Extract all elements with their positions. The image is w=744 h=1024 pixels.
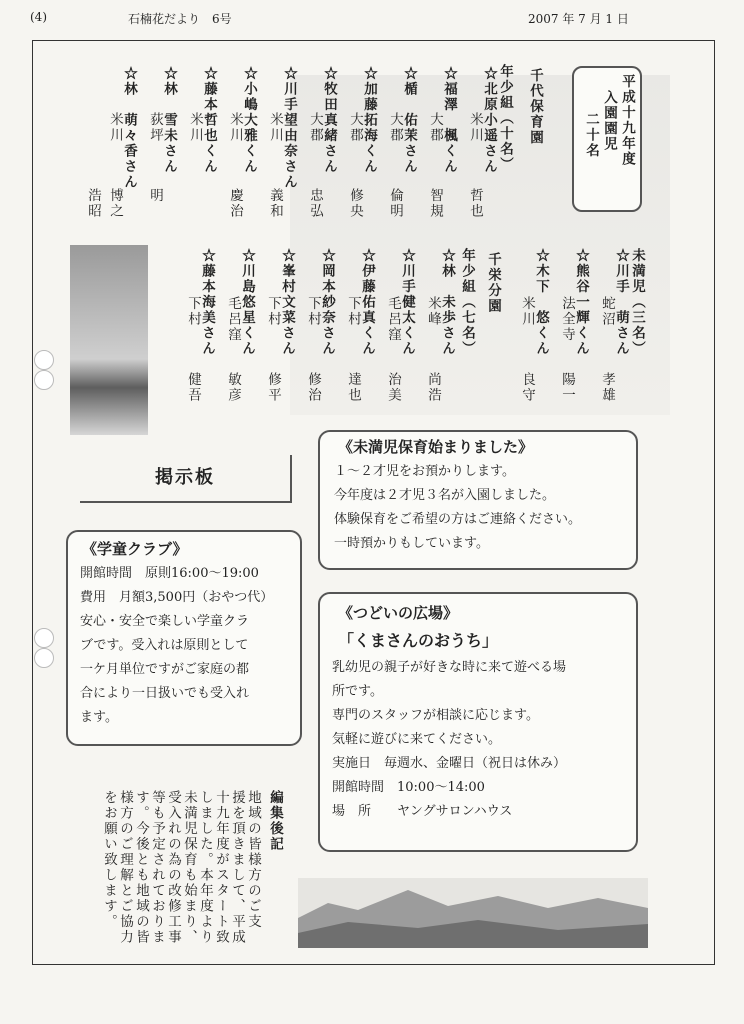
- gakudo-line: 合により一日扱いでも受入れ: [80, 686, 250, 701]
- newsletter-title: 石楠花だより 6号: [128, 12, 232, 26]
- child-place: 下村: [345, 296, 361, 327]
- child-name: ☆林 萌々香さん: [121, 66, 137, 190]
- mimanji-group-heading: 未満児（三名）: [629, 248, 645, 357]
- child-place: 米峰: [425, 296, 441, 327]
- child-place: 米川: [227, 112, 243, 143]
- child-place: 毛呂窪: [385, 296, 401, 343]
- child-guardian: 哲也: [467, 188, 483, 219]
- editor-note: [102, 790, 282, 945]
- editor-note-line: 十九年度がスタート致: [213, 790, 229, 945]
- gakudo-title: 《学童クラブ》: [78, 538, 191, 559]
- editor-note-line: 援を頂きまして、平成: [229, 790, 245, 945]
- child-guardian: 修央: [347, 188, 363, 219]
- enrollment-line-2: 入園園児: [601, 89, 617, 152]
- gakudo-line: ブです。受入れは原則として: [80, 638, 249, 653]
- child-name: ☆北原小遥さん: [481, 66, 497, 175]
- child-name: ☆川島悠星くん: [239, 248, 255, 357]
- child-name: ☆熊谷一輝くん: [573, 248, 589, 357]
- gakudo-line: 安心・安全で楽しい学童クラ: [80, 614, 250, 629]
- tsudoi-line: 開館時間 10:00～14:00: [332, 780, 485, 795]
- tsudoi-line: 専門のスタッフが相談に応じます。: [332, 708, 539, 723]
- tsudoi-plaza-box: [318, 592, 638, 852]
- child-guardian: 修平: [265, 372, 281, 403]
- child-name: ☆岡本紗奈さん: [319, 248, 335, 357]
- child-place: 米川: [267, 112, 283, 143]
- child-place: 米川: [187, 112, 203, 143]
- gakudo-line: 開館時間 原則16:00～19:00: [80, 566, 259, 581]
- infant-care-line: １～２才児をお預かりします。: [334, 464, 515, 479]
- editor-note-line: をお願い致します。: [101, 790, 117, 930]
- child-name: ☆川手健太くん: [399, 248, 415, 357]
- gakudo-line: 一ケ月単位ですがご家庭の都: [80, 662, 250, 677]
- tsudoi-title: 《つどいの広場》: [334, 602, 462, 623]
- tsudoi-line: 実施日 毎週水、金曜日（祝日は休み）: [332, 756, 567, 771]
- child-name: ☆伊藤佑真くん: [359, 248, 375, 357]
- child-guardian: 治美: [385, 372, 401, 403]
- child-name: ☆楯 佑茉さん: [401, 66, 417, 175]
- tsudoi-line: 所です。: [332, 684, 383, 699]
- child-place: 大郡: [387, 112, 403, 143]
- tsudoi-line: 乳幼児の親子が好きな時に来て遊べる場: [332, 660, 567, 675]
- child-place: 大郡: [307, 112, 323, 143]
- child-name: ☆小嶋大雅くん: [241, 66, 257, 175]
- editor-note-line: 受入れの為の改修工事: [165, 790, 181, 945]
- page-header: [0, 6, 744, 28]
- board-title: 掲示板: [155, 467, 215, 488]
- child-guardian: 敏彦: [225, 372, 241, 403]
- child-name: ☆牧田真緒さん: [321, 66, 337, 175]
- editor-note-line: しました。本年度より: [197, 790, 213, 945]
- mountain-photo: [70, 245, 148, 435]
- tsudoi-subtitle: 「くまさんのおうち」: [338, 631, 499, 650]
- child-name: ☆福澤 楓くん: [441, 66, 457, 175]
- child-guardian: 孝雄: [599, 372, 615, 403]
- punch-hole: [34, 648, 54, 668]
- child-guardian: 明: [147, 188, 163, 204]
- editor-note-line: 地域の皆様方のご支: [245, 790, 261, 930]
- child-name: ☆藤本哲也くん: [201, 66, 217, 175]
- child-guardian: 慶治: [227, 188, 243, 219]
- sakae-group-heading: 年少組（七名）: [459, 248, 475, 357]
- child-name: ☆林 未歩さん: [439, 248, 455, 357]
- infant-care-line: 体験保育をご希望の方はご連絡ください。: [334, 512, 582, 527]
- punch-hole: [34, 370, 54, 390]
- chiyo-extra-guardian: 浩昭: [85, 188, 101, 219]
- child-name: ☆藤本海美さん: [199, 248, 215, 357]
- child-place: 法全寺: [559, 296, 575, 343]
- editor-note-heading: 編集後記: [267, 790, 283, 852]
- child-name: ☆川手望由奈さん: [281, 66, 297, 190]
- child-guardian: 智規: [427, 188, 443, 219]
- child-guardian: 倫明: [387, 188, 403, 219]
- chiyo-group-heading: 年少組（十名）: [497, 64, 513, 173]
- board-title-frame: [80, 455, 292, 503]
- infant-care-line: 今年度は２才児３名が入園しました。: [334, 488, 556, 503]
- infant-care-line: 一時預かりもしています。: [334, 536, 489, 551]
- child-name: ☆加藤拓海くん: [361, 66, 377, 175]
- infant-care-box: [318, 430, 638, 570]
- child-place: 毛呂窪: [225, 296, 241, 343]
- child-guardian: 尚浩: [425, 372, 441, 403]
- punch-hole: [34, 350, 54, 370]
- sakae-school-heading: 千栄分園: [485, 252, 501, 314]
- child-place: 下村: [305, 296, 321, 327]
- child-guardian: 陽一: [559, 372, 575, 403]
- page-number: (4): [30, 10, 47, 24]
- editor-note-line: 未満児保育も始まり、: [181, 790, 197, 945]
- child-name: ☆木下 悠くん: [533, 248, 549, 357]
- child-guardian: 博之: [107, 188, 123, 219]
- child-place: 米川: [467, 112, 483, 143]
- infant-care-title: 《未満児保育始まりました》: [334, 436, 537, 457]
- chiyo-school-heading: 千代保育園: [527, 68, 543, 146]
- child-place: 蛇沼: [599, 296, 615, 327]
- child-place: 大郡: [427, 112, 443, 143]
- enrollment-line-3: 二十名: [583, 112, 599, 159]
- enrollment-summary-box: [572, 66, 642, 212]
- enrollment-line-1: 平成十九年度: [619, 74, 635, 167]
- child-guardian: 忠弘: [307, 188, 323, 219]
- child-place: 下村: [185, 296, 201, 327]
- child-name: ☆林 雪未さん: [161, 66, 177, 175]
- mountain-landscape-photo: [298, 878, 648, 948]
- child-place: 大郡: [347, 112, 363, 143]
- editor-note-line: 等も予定されておりま: [149, 790, 165, 945]
- child-place: 米川: [107, 112, 123, 143]
- child-place: 下村: [265, 296, 281, 327]
- editor-note-line: 様方のご理解とご協力: [117, 790, 133, 945]
- gakudo-line: 費用 月額3,500円（おやつ代）: [80, 590, 274, 605]
- child-place: 米川: [519, 296, 535, 327]
- tsudoi-line: 場 所 ヤングサロンハウス: [332, 804, 513, 819]
- child-guardian: 義和: [267, 188, 283, 219]
- issue-date: 2007 年 7 月 1 日: [528, 12, 629, 26]
- gakudo-club-box: [66, 530, 302, 746]
- gakudo-line: ます。: [80, 710, 118, 725]
- child-name: ☆峯村文菜さん: [279, 248, 295, 357]
- editor-note-line: す。今後とも地域の皆: [133, 790, 149, 945]
- child-place: 荻坪: [147, 112, 163, 143]
- punch-hole: [34, 628, 54, 648]
- child-guardian: 達也: [345, 372, 361, 403]
- tsudoi-line: 気軽に遊びに来てください。: [332, 732, 502, 747]
- child-guardian: 良守: [519, 372, 535, 403]
- child-guardian: 修治: [305, 372, 321, 403]
- child-guardian: 健吾: [185, 372, 201, 403]
- child-name: ☆川手 萌さん: [613, 248, 629, 357]
